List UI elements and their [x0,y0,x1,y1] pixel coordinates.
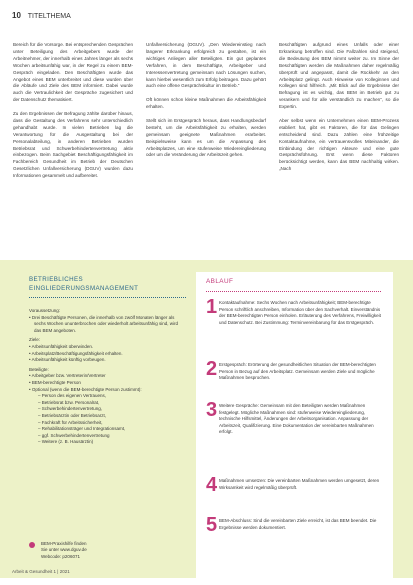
step-text: Maßnahmen umsetzen: Die vereinbarten Maßnahmen werden umgesetzt, deren Wirksamkeit wird regelmäßig überprüft. [219,478,380,490]
body-paragraph: Zu den Ergebnissen der Befragung zählte darüber hinaus, dass die Gestaltung des Verfahrens sehr unterschiedlich gehandhabt wurde. In vielen Betrieben lag die Verantwortung für die Ausgestaltung bei der Personalabteilung, in anderen Betrieben wurden Betriebsrat und Schwerbehindertenvertretung aktiv einbezogen. Beim Sachgebiet Beschäftigungsfähigkeit im Fachbereich Gesundheit im Betrieb der Deutschen Gesetzlichen Unfallversicherung (DGUV) wurden dazu Informationen gesammelt und aufbereitet. [13,111,133,179]
pull-quote: Oft können schon kleine Maßnahmen die Arbeitsfähigkeit erhalten. [146,97,266,110]
page-footer: Arbeit & Gesundheit 1 | 2021 [12,569,70,574]
ablauf-step [206,514,386,536]
page-number: 10 [12,11,21,20]
sub-list-item: – ggf. Schwerbehindertenvertretung [38,432,110,438]
section-ziele [29,337,179,363]
panel-divider [29,297,186,298]
sub-list-item: – Betriebsrat bzw. Personalrat, [38,399,100,405]
step-number: 5 [206,514,218,536]
ablauf-step [206,399,386,436]
step-text: BEM-Abschluss: Sind die vereinbarten Ziele erreicht, ist das BEM beendet. Die Ergebnisse werden dokumentiert. [219,518,377,530]
contact-info [29,541,179,560]
list-item: • BEM-berechtigte Person [29,379,81,385]
list-item: • Drei Beschäftigte Personen, die innerhalb von zwölf Monaten länger als sechs Wochen ununterbrochen oder wiederholt arbeitsunfähig sind, wird das BEM angeboten. [29,314,179,333]
list-item: • Optional (wenn die BEM-berechtigte Person zustimmt): [29,386,142,392]
body-paragraph: Beschäftigten aufgrund eines Unfalls oder einer Erkrankung betroffen sind. Die Fallzahlen sind steigend, die Bedeutung des BEM nimmt weiter zu. Im Sinne der Beschäftigten werden die Maßnahmen daher regelmäßig überprüft und angepasst, damit die Rückkehr an den Arbeitsplatz gelingt. Auch Hinweise von Kolleginnen und Kollegen sind hilfreich. „Mit Blick auf die Ergebnisse der Befragung ist es wichtig, das BEM im Betrieb gut zu verankern und für alle verständlich zu machen“, so die Expertin. [279,42,399,110]
step-text: Kontaktaufnahme: Sechs Wochen nach Arbeitsunfähigkeit; BEM-berechtigte Person schriftlich anschreiben, Information über den Sachverhalt. Einverständnis der BEM-berechtigten Person einholen. Erläuterung des Verfahrens, Freiwilligkeit und Datenschutz. Bei Zustimmung: Terminvereinbarung für das Erstgespräch. [219,300,381,325]
sub-list-item: – Schwerbehindertenvertretung, [38,406,103,412]
step-number: 4 [206,474,218,496]
sub-list-item: – Person des eigenen Vertrauens, [38,393,107,399]
body-paragraph: Aber selbst wenn ein Unternehmen einen BEM-Prozess etabliert hat, gibt es Faktoren, die für das Gelingen entscheidend sind. Dazu zählen eine frühzeitige Kontaktaufnahme, ein vertrauensvolles Miteinander, die Einbindung der richtigen Akteure und eine gute Gesprächsführung. Erst wenn diese Faktoren berücksichtigt werden, kann das BEM nachhaltig wirken. „Nach [279,117,399,172]
list-item: • Arbeitgeber bzw. Vertreterin/Vertreter [29,373,106,379]
body-column-1 [13,42,133,187]
body-paragraph: Stellt sich im Erstgespräch heraus, dass Handlungsbedarf besteht, um die Arbeitsfähigkeit zu erhalten, werden gemeinsam geeignete Maßnahmen erarbeitet. Beispielsweise kann es um die Anpassung des Arbeitsplatzes, um eine stufenweise Wiedereingliederung oder um die Veränderung der Arbeitszeit gehen. [146,117,266,158]
ablauf-title: ABLAUF [206,278,234,285]
body-paragraph: Unfallversicherung (DGUV). „Den Wiedereinstieg nach längerer Erkrankung erfolgreich zu gestalten, ist ein wichtiges Anliegen aller Beteiligten. Ein gut geplantes Verfahren, in dem Beschäftigte, Arbeitgeber und Interessenvertretung gemeinsam nach Lösungen suchen, kann hierbei wesentlich zum Erfolg beitragen. Dazu gehört auch eine offene Gesprächskultur im Betrieb.“ [146,42,266,89]
bem-facts [29,308,179,449]
body-column-2 [146,42,266,166]
section-voraussetzung [29,308,179,334]
ablauf-divider [206,291,381,292]
body-paragraph: Bereich für die Vorsorge. Bei entsprechenden Gesprächen unter Beteiligung des Arbeitgebers wurde der Arbeitnehmer, der innerhalb eines Jahres länger als sechs Wochen arbeitsunfähig war, in der Regel zu einem BEM-Gespräch eingeladen. Den Beschäftigten wurde das Angebot eines BEM unterbreitet und diese wurden über die Abläufe und Ziele des BEM informiert. Dabei wurde auch die Vertraulichkeit der Gespräche zugesichert und der Datenschutz thematisiert. [13,42,133,103]
sub-list-item: – Fachkraft für Arbeitssicherheit, [38,419,103,425]
link-dot-icon [29,542,35,548]
step-number: 2 [206,358,218,380]
page-header [12,11,71,20]
contact-webcode: Webcode: p206071 [41,553,80,559]
step-number: 3 [206,399,218,421]
body-column-3 [279,42,399,180]
list-item: • Arbeitsunfähigkeit künftig vorbeugen. [29,357,106,363]
ablauf-step [206,474,386,496]
sub-list-item: – Betriebsärztin oder Betriebsarzt, [38,412,107,418]
step-text: Erstgespräch: Erörterung der gesundheitlichen Situation der BEM-berechtigten Person in Bezug auf den Arbeitsplatz. Gemeinsam werden Ziele und mögliche Maßnahmen besprochen. [219,362,376,380]
ablauf-step [206,296,386,326]
section-title: Beteiligte: [29,366,49,372]
section-beteiligte [29,367,179,446]
step-text: Weitere Gespräche: Gemeinsam mit den Beteiligten werden Maßnahmen festgelegt. Mögliche Maßnahmen sind: stufenweise Wiedereingliederung, technische Hilfsmittel, Änderungen der Arbeitsorganisation. Anpassung der Arbeitszeit, Qualifizierung. Eine Dokumentation der vereinbarten Maßnahmen erfolgt. [219,403,374,434]
ablauf-step [206,358,386,382]
step-number: 1 [206,296,218,318]
contact-link[interactable]: Sie unter www.dguv.de [41,547,87,553]
contact-line: BEM-Praxishilfe finden [41,541,87,546]
section-label: TITELTHEMA [27,13,71,20]
section-title: Ziele: [29,337,41,343]
list-item: • Arbeitsunfähigkeit überwinden. [29,343,94,349]
section-title: Voraussetzung: [29,308,61,313]
sub-list-item: – Rehabilitationsträger und Integrationsamt, [38,426,126,432]
list-item: • Arbeitsplatz/Beschäftigungsfähigkeit erhalten. [29,350,123,356]
panel-title: BETRIEBLICHES EINGLIEDERUNGSMANAGEMENT [29,276,139,292]
sub-list-item: – Weitere (z. B. Hausärztin) [38,439,94,445]
